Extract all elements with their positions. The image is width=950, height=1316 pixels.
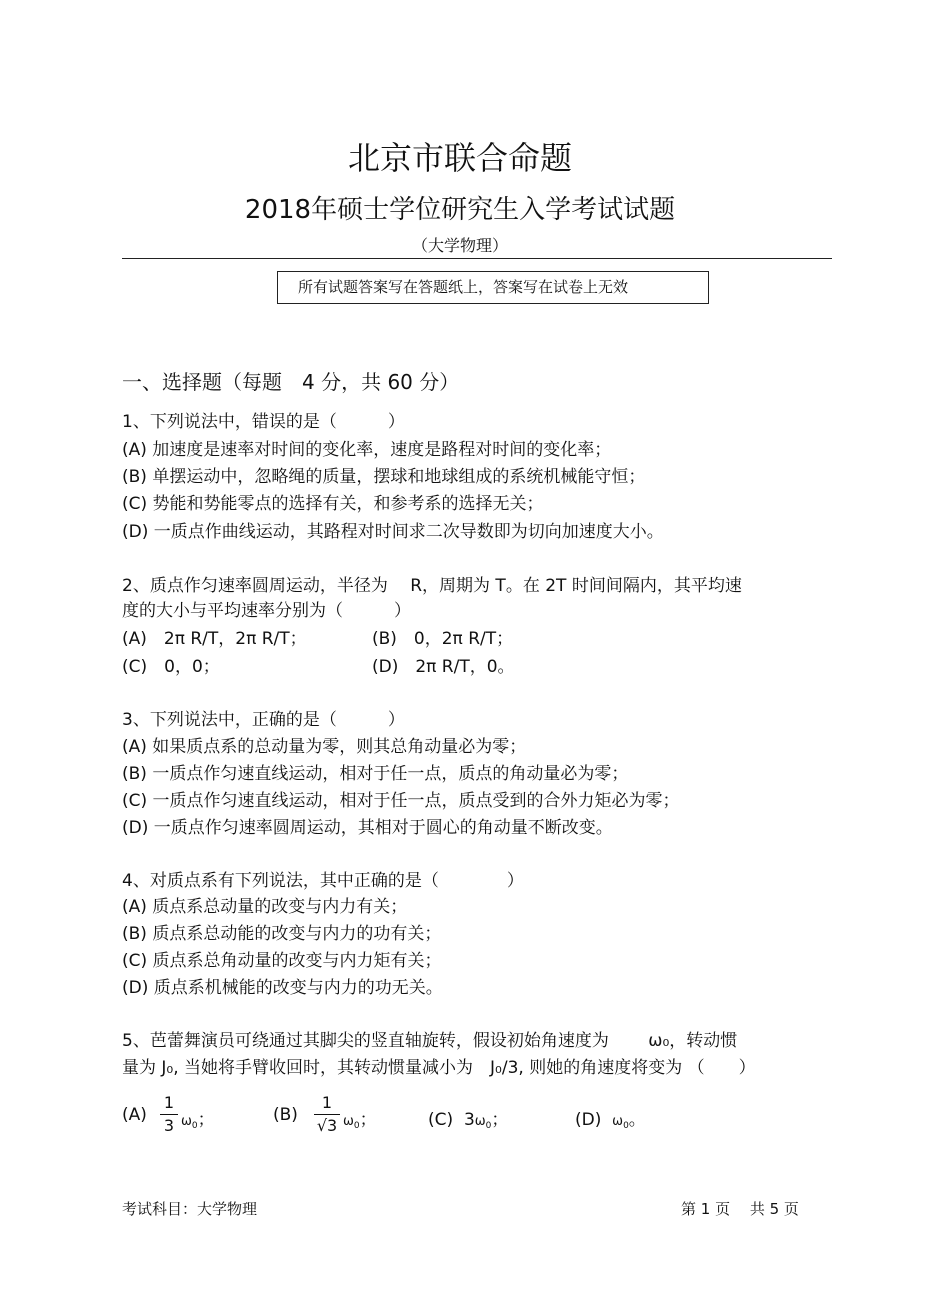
question-2-option-a: (A) 2π R/T，2π R/T； — [122, 629, 307, 649]
question-5-option-d: (D) $\omega_0$。 — [575, 1110, 646, 1131]
question-4-option-b: (B) 质点系总动能的改变与内力的功有关； — [122, 924, 442, 944]
question-3-option-a: (A) 如果质点系的总动量为零，则其总角动量必为零； — [122, 737, 527, 757]
footer-subject: 考试科目：大学物理 — [122, 1200, 258, 1218]
fraction-bar — [314, 1114, 340, 1115]
question-1-option-d: (D) 一质点作曲线运动，其路程对时间求二次导数即为切向加速度大小。 — [122, 522, 664, 542]
question-4-option-c: (C) 质点系总角动量的改变与内力矩有关； — [122, 951, 442, 971]
question-5-stem-line2: 量为 J₀, 当她将手臂收回时，其转动惯量减小为 J₀/3, 则她的角速度将变为 （ ） — [122, 1058, 756, 1078]
exam-authority-title: 北京市联合命题 — [347, 139, 572, 177]
question-4-option-a: (A) 质点系总动量的改变与内力有关； — [122, 897, 408, 917]
header-divider — [122, 258, 832, 259]
fraction-numerator: 1 — [163, 1093, 175, 1112]
question-5-option-c: (C) $3\omega_0$； — [428, 1110, 509, 1131]
question-1-option-a: (A) 加速度是速率对时间的变化率，速度是路程对时间的变化率； — [122, 440, 612, 460]
question-5-option-a-fraction — [160, 1094, 178, 1135]
question-1-option-c: (C) 势能和势能零点的选择有关，和参考系的选择无关； — [122, 494, 544, 514]
question-2-option-c: (C) 0，0； — [122, 657, 220, 677]
exam-title: 2018年硕士学位研究生入学考试试题 — [244, 195, 676, 225]
question-3-option-d: (D) 一质点作匀速率圆周运动，其相对于圆心的角动量不断改变。 — [122, 818, 613, 838]
question-2-option-b: (B) 0，2π R/T； — [372, 629, 514, 649]
question-2-stem-line1: 2、质点作匀速率圆周运动，半径为 R，周期为 T。在 2T 时间间隔内，其平均速 — [122, 576, 742, 596]
question-3-stem: 3、下列说法中，正确的是（ ） — [122, 710, 405, 730]
question-5-option-b-value: $\omega_0$； — [343, 1110, 377, 1131]
question-3-option-c: (C) 一质点作匀速直线运动，相对于任一点，质点受到的合外力矩必为零； — [122, 791, 680, 811]
fraction-denominator: 3 — [163, 1116, 175, 1135]
question-5-stem-line1: 5、芭蕾舞演员可绕通过其脚尖的竖直轴旋转，假设初始角速度为 ω₀，转动惯 — [122, 1031, 738, 1051]
question-5-option-b-label: (B) — [273, 1105, 298, 1125]
fraction-numerator: 1 — [321, 1093, 333, 1112]
question-2-option-d: (D) 2π R/T，0。 — [372, 657, 515, 677]
question-1-stem: 1、下列说法中，错误的是（ ） — [122, 412, 405, 432]
section-heading: 一、选择题（每题 4 分，共 60 分） — [122, 370, 460, 394]
question-2-stem-line2: 度的大小与平均速率分别为（ ） — [122, 601, 411, 621]
question-5-option-b-fraction — [314, 1094, 340, 1135]
question-5-option-a-value: $\omega_0$； — [181, 1110, 215, 1131]
question-4-stem: 4、对质点系有下列说法，其中正确的是（ ） — [122, 871, 524, 891]
fraction-denominator: √3 — [316, 1116, 338, 1135]
question-1-option-b: (B) 单摆运动中，忽略绳的质量，摆球和地球组成的系统机械能守恒； — [122, 467, 646, 487]
question-3-option-b: (B) 一质点作匀速直线运动，相对于任一点，质点的角动量必为零； — [122, 764, 629, 784]
question-4-option-d: (D) 质点系机械能的改变与内力的功无关。 — [122, 978, 443, 998]
fraction-bar — [160, 1114, 178, 1115]
footer-page-number: 第 1 页 共 5 页 — [681, 1200, 799, 1218]
answer-notice-box: 所有试题答案写在答题纸上，答案写在试卷上无效 — [277, 271, 709, 304]
question-5-option-a-label: (A) — [122, 1105, 147, 1125]
exam-subject: （大学物理） — [411, 236, 508, 255]
